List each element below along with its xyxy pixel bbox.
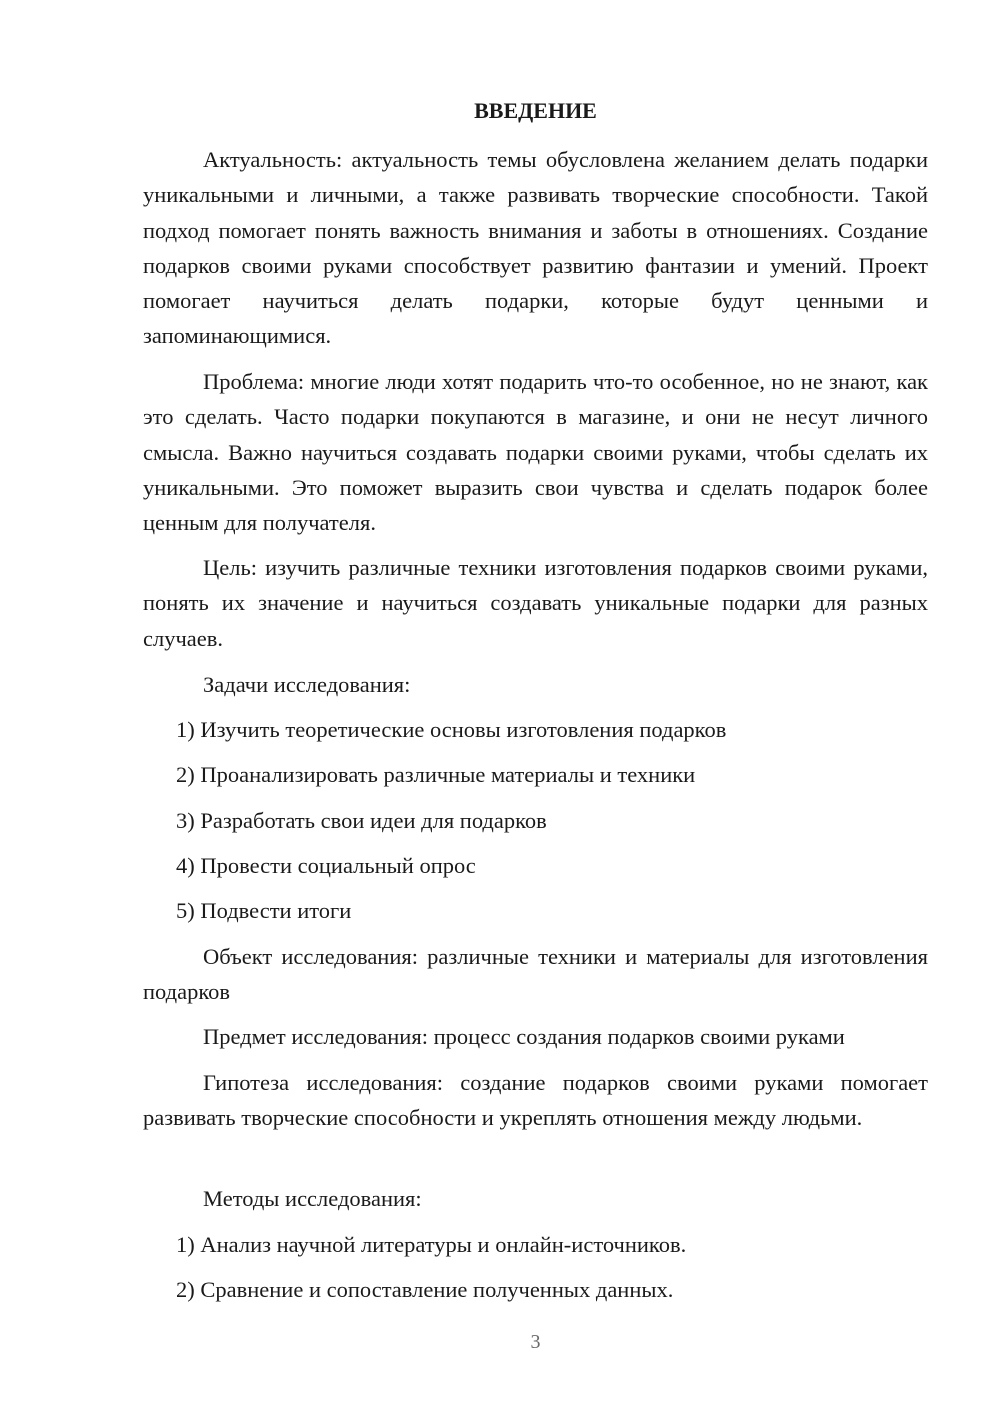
problem-paragraph: Проблема: многие люди хотят подарить что-то особенное, но не знают, как это сделать. Часто подарки покупаются в магазине, и они не несут личного смысла. Важно научиться создавать подарки своими руками, чтобы сделать их уникальными. Это поможет выразить свои чувства и сделать подарок более ценным для получателя.: [143, 369, 928, 536]
task-item-4: 4) Провести социальный опрос: [176, 853, 476, 878]
task-item-1: 1) Изучить теоретические основы изготовления подарков: [176, 717, 727, 742]
subject-paragraph: Предмет исследования: процесс создания подарков своими руками: [203, 1024, 845, 1049]
goal-paragraph: Цель: изучить различные техники изготовления подарков своими руками, понять их значение и научиться создавать уникальные подарки для разных случаев.: [143, 555, 928, 651]
relevance-paragraph: Актуальность: актуальность темы обусловлена желанием делать подарки уникальными и личными, а также развивать творческие способности. Такой подход помогает понять важность внимания и заботы в отношениях. Создание подарков своими руками способствует развитию фантазии и умений. Проект помогает научиться делать подарки, которые будут ценными и запоминающимися.: [143, 147, 928, 349]
tasks-heading: Задачи исследования:: [203, 672, 411, 697]
page-title: ВВЕДЕНИЕ: [474, 98, 597, 123]
methods-heading: Методы исследования:: [203, 1186, 422, 1211]
document-page: [143, 0, 928, 1414]
method-item-2: 2) Сравнение и сопоставление полученных данных.: [176, 1277, 674, 1302]
task-item-2: 2) Проанализировать различные материалы и техники: [176, 762, 696, 787]
method-item-1: 1) Анализ научной литературы и онлайн-источников.: [176, 1232, 687, 1257]
hypothesis-paragraph: Гипотеза исследования: создание подарков своими руками помогает развивать творческие способности и укреплять отношения между людьми.: [143, 1070, 928, 1131]
page-number: 3: [530, 1331, 541, 1353]
object-paragraph: Объект исследования: различные техники и материалы для изготовления подарков: [143, 944, 928, 1005]
task-item-3: 3) Разработать свои идеи для подарков: [176, 808, 547, 833]
task-item-5: 5) Подвести итоги: [176, 898, 352, 923]
